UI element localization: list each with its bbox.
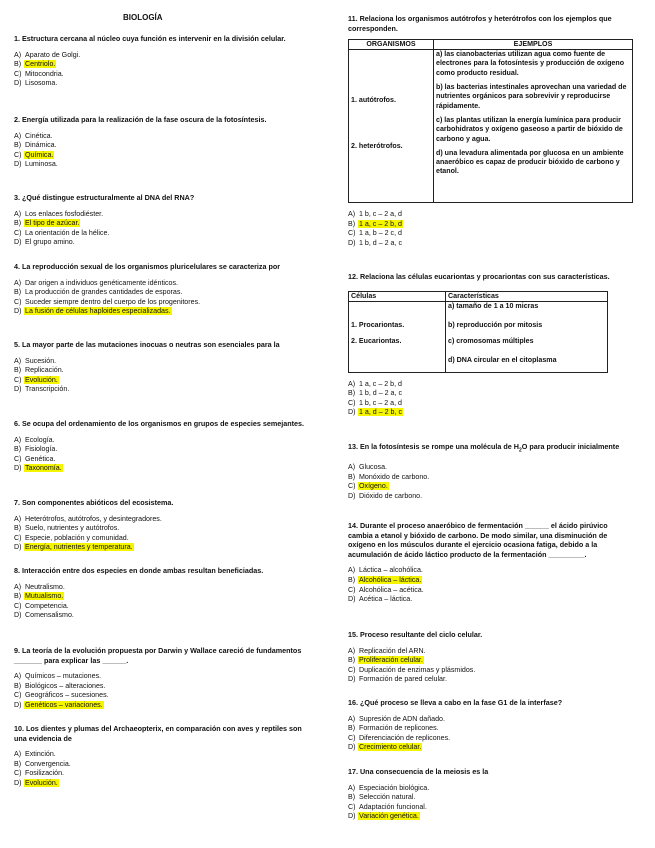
- option-letter: C): [14, 601, 22, 610]
- question-text: 16. ¿Qué proceso se lleva a cabo en la fase G1 de la interfase?: [348, 698, 563, 707]
- option-item: [14, 385, 314, 395]
- option-item: [14, 524, 314, 534]
- option-text: 1 a, b – 2 c, d: [359, 229, 402, 238]
- options-list: [348, 647, 633, 685]
- option-item: [14, 79, 314, 89]
- option-letter: C): [14, 375, 22, 384]
- question-text: 14. Durante el proceso anaeróbico de fermentación ______ el ácido pirúvico cambia a etanol y bióxido de carbono. De modo similar, una disminución de oxígeno en los músculos durante el ejercicio ocasiona fatiga, debido a la acumulación de ácido láctico producto de la fermentación _________.: [348, 521, 608, 559]
- option-text: Neutralismo.: [25, 582, 65, 591]
- option-text: Dar origen a individuos genéticamente idénticos.: [25, 278, 179, 287]
- option-text: Genética.: [25, 454, 56, 463]
- option-text: Química.: [25, 150, 54, 159]
- option-item: [14, 210, 314, 220]
- subscript: 2: [518, 447, 522, 454]
- option-text: Formación de replicones.: [359, 724, 439, 733]
- example-item: d) una levadura alimentada por glucosa en un ambiente anaeróbico es capaz de producir bióxido de carbono y etanol.: [436, 148, 624, 176]
- option-letter: B): [14, 592, 22, 601]
- option-text: Supresión de ADN dañado.: [359, 714, 445, 723]
- option-item: [348, 399, 633, 409]
- question-block: [14, 498, 314, 553]
- option-letter: A): [348, 783, 356, 792]
- option-item-highlighted: [348, 656, 633, 666]
- option-item: [14, 760, 314, 770]
- question-text: 9. La teoría de la evolución propuesta por Darwin y Wallace careció de fundamentos _______ para explicar las ______.: [14, 646, 302, 665]
- option-item-highlighted: [348, 482, 633, 492]
- question-text: 3. ¿Qué distingue estructuralmente al DNA del RNA?: [14, 193, 195, 202]
- option-text: Luminosa.: [25, 160, 58, 169]
- option-item: [348, 229, 633, 239]
- option-text: Monóxido de carbono.: [359, 472, 430, 481]
- option-letter: D): [348, 675, 356, 684]
- option-text: Fosilización.: [25, 769, 65, 778]
- options-list: [348, 566, 633, 604]
- option-text: Proliferación celular.: [359, 656, 423, 665]
- option-item-highlighted: [14, 779, 314, 789]
- option-item: [14, 229, 314, 239]
- option-item: [348, 595, 633, 605]
- char-item: a) tamaño de 1 a 10 micras: [448, 301, 539, 310]
- option-text: 1 a, c – 2 b, d: [359, 219, 402, 228]
- option-letter: D): [14, 238, 22, 247]
- char-item: d) DNA circular en el citoplasma: [448, 356, 557, 365]
- question-text: 17. Una consecuencia de la meiosis es la: [348, 767, 489, 776]
- option-letter: B): [14, 445, 22, 454]
- options-list: [348, 784, 633, 822]
- option-item-highlighted: [14, 307, 314, 317]
- option-item: [14, 279, 314, 289]
- options-list: [14, 279, 314, 317]
- option-text: Comensalismo.: [25, 611, 74, 620]
- option-text: Convergencia.: [25, 759, 71, 768]
- question-block: [348, 767, 633, 822]
- option-text: Replicación del ARN.: [359, 646, 426, 655]
- option-text: Sucesión.: [25, 356, 57, 365]
- options-list: [348, 210, 633, 248]
- option-item: [348, 784, 633, 794]
- option-text: Mitocondria.: [25, 69, 64, 78]
- organisms-cell: [349, 50, 434, 203]
- question-block: [14, 724, 314, 789]
- option-text: Fisiología.: [25, 445, 58, 454]
- question-text: [348, 442, 633, 456]
- option-text: 1 b, d – 2 a, c: [359, 238, 402, 247]
- option-item: [14, 298, 314, 308]
- option-item-highlighted: [14, 543, 314, 553]
- question-block: [348, 521, 633, 605]
- option-item: [14, 682, 314, 692]
- option-item: [348, 492, 633, 502]
- option-item: [348, 647, 633, 657]
- options-list: [348, 463, 633, 501]
- option-letter: D): [14, 307, 22, 316]
- option-item: [348, 239, 633, 249]
- cell-label: 1. Procariontas.: [351, 320, 405, 329]
- question-text: 2. Energía utilizada para la realización de la fase oscura de la fotosíntesis.: [14, 115, 267, 124]
- option-letter: D): [14, 79, 22, 88]
- options-list: [14, 210, 314, 248]
- option-letter: B): [348, 793, 356, 802]
- question-text: 6. Se ocupa del ordenamiento de los organismos en grupos de especies semejantes.: [14, 419, 304, 428]
- option-letter: C): [14, 150, 22, 159]
- option-letter: D): [348, 812, 356, 821]
- option-letter: D): [14, 160, 22, 169]
- option-text: Centriolo.: [25, 60, 56, 69]
- option-item: [14, 436, 314, 446]
- option-item-highlighted: [14, 376, 314, 386]
- option-text: Evolución.: [25, 375, 58, 384]
- option-item: [14, 238, 314, 248]
- option-letter: D): [348, 408, 356, 417]
- option-text: 1 b, d – 2 a, c: [359, 389, 402, 398]
- option-letter: A): [348, 714, 356, 723]
- option-item-highlighted: [348, 812, 633, 822]
- option-letter: C): [348, 802, 356, 811]
- option-item-highlighted: [348, 743, 633, 753]
- option-item: [14, 160, 314, 170]
- option-item: [14, 70, 314, 80]
- option-letter: D): [348, 743, 356, 752]
- option-item-highlighted: [14, 60, 314, 70]
- option-item-highlighted: [348, 576, 633, 586]
- question-text-part: O para producir inicialmente: [521, 442, 620, 451]
- option-letter: A): [14, 50, 22, 59]
- option-letter: D): [14, 611, 22, 620]
- option-letter: B): [14, 759, 22, 768]
- option-text: Diferenciación de replicones.: [359, 733, 451, 742]
- question-text: 12. Relaciona las células eucariontas y procariontas con sus características.: [348, 272, 610, 281]
- option-item: [348, 210, 633, 220]
- option-letter: B): [348, 389, 356, 398]
- option-item: [14, 672, 314, 682]
- option-text: El tipo de azúcar.: [25, 219, 80, 228]
- example-item: c) las plantas utilizan la energía lumínica para producir carbohidratos y oxígeno gaseoso a partir de bióxido de carbono y agua.: [436, 115, 623, 143]
- option-text: Variación genética.: [359, 812, 419, 821]
- question-block: [14, 262, 314, 317]
- options-list: [14, 51, 314, 89]
- question-text: 11. Relaciona los organismos autótrofos y heterótrofos con los ejemplos que corresponden.: [348, 14, 612, 33]
- option-item: [14, 515, 314, 525]
- question-block: [14, 419, 314, 474]
- option-letter: D): [348, 491, 356, 500]
- option-text: Heterótrofos, autótrofos, y desintegradores.: [25, 514, 162, 523]
- question-block: [348, 698, 633, 753]
- option-text: Lisosoma.: [25, 79, 58, 88]
- option-text: Geográficos – sucesiones.: [25, 691, 109, 700]
- option-item: [348, 734, 633, 744]
- question-block: [14, 193, 314, 248]
- option-item: [14, 455, 314, 465]
- options-list: [14, 357, 314, 395]
- option-letter: C): [14, 228, 22, 237]
- examples-cell: [434, 50, 633, 203]
- option-text: Biológicos – alteraciones.: [25, 681, 106, 690]
- option-text: Dinámica.: [25, 141, 57, 150]
- option-letter: B): [14, 366, 22, 375]
- option-text: Evolución.: [25, 778, 58, 787]
- option-letter: D): [348, 238, 356, 247]
- option-text: Competencia.: [25, 601, 69, 610]
- option-item: [14, 366, 314, 376]
- option-letter: C): [348, 585, 356, 594]
- option-text: La orientación de la hélice.: [25, 228, 110, 237]
- option-text: Cinética.: [25, 131, 53, 140]
- option-text: Genéticos – variaciones.: [25, 700, 103, 709]
- option-letter: A): [14, 356, 22, 365]
- option-item-highlighted: [14, 464, 314, 474]
- options-list: [348, 380, 633, 418]
- question-text: 15. Proceso resultante del ciclo celular.: [348, 630, 483, 639]
- option-text: Químicos – mutaciones.: [25, 672, 102, 681]
- organism-label: 1. autótrofos.: [351, 96, 396, 105]
- option-text: Alcohólica – acética.: [359, 585, 424, 594]
- cell-label: 2. Eucariontas.: [351, 336, 402, 345]
- option-letter: B): [348, 724, 356, 733]
- option-letter: B): [14, 219, 22, 228]
- option-letter: C): [14, 769, 22, 778]
- options-list: [14, 515, 314, 553]
- option-item: [348, 473, 633, 483]
- option-item: [14, 132, 314, 142]
- option-letter: C): [348, 665, 356, 674]
- option-letter: B): [348, 575, 356, 584]
- question-text: 1. Estructura cercana al núcleo cuya función es intervenir en la división celular.: [14, 34, 286, 43]
- option-text: Especiación biológica.: [359, 783, 430, 792]
- option-text: Replicación.: [25, 366, 64, 375]
- table-header: EJEMPLOS: [434, 40, 633, 50]
- question-block: [14, 340, 314, 395]
- example-item: a) las cianobacterias utilizan agua como fuente de electrones para la fotosíntesis y producción de oxígeno como producto residual.: [436, 50, 625, 77]
- option-text: Transcripción.: [25, 385, 70, 394]
- option-item: [14, 602, 314, 612]
- option-item-highlighted: [14, 592, 314, 602]
- option-item: [14, 288, 314, 298]
- option-letter: D): [14, 543, 22, 552]
- question-block: [14, 34, 314, 89]
- option-item-highlighted: [14, 219, 314, 229]
- option-text: Acética – láctica.: [359, 595, 413, 604]
- option-text: Selección natural.: [359, 793, 416, 802]
- option-text: Oxígeno.: [359, 482, 388, 491]
- option-text: Glucosa.: [359, 463, 387, 472]
- cells-labels: [349, 301, 446, 372]
- option-item: [14, 750, 314, 760]
- option-text: 1 a, c – 2 b, d: [359, 379, 402, 388]
- question-text: 5. La mayor parte de las mutaciones inocuas o neutras son esenciales para la: [14, 340, 280, 349]
- question-block-12: [348, 272, 633, 418]
- question-text: 10. Los dientes y plumas del Archaeopterix, en comparación con aves y reptiles son una evidencia de: [14, 724, 302, 743]
- option-text: La producción de grandes cantidades de esporas.: [25, 288, 183, 297]
- question-block: [14, 115, 314, 170]
- option-item: [348, 389, 633, 399]
- option-item: [14, 691, 314, 701]
- question-block-13: [348, 442, 633, 501]
- options-list: [14, 750, 314, 788]
- cells-table: [348, 291, 608, 373]
- chars-cell: [446, 301, 608, 372]
- option-letter: C): [14, 454, 22, 463]
- option-text: El grupo amino.: [25, 238, 75, 247]
- option-letter: B): [348, 656, 356, 665]
- option-item: [348, 675, 633, 685]
- option-item-highlighted: [14, 151, 314, 161]
- option-text: La fusión de células haploides especializadas.: [25, 307, 171, 316]
- options-list: [14, 583, 314, 621]
- option-item: [14, 445, 314, 455]
- char-item: c) cromosomas múltiples: [448, 337, 534, 345]
- option-letter: D): [14, 464, 22, 473]
- organisms-table: [348, 39, 633, 203]
- question-block: [14, 566, 314, 621]
- options-list: [14, 672, 314, 710]
- option-letter: A): [14, 582, 22, 591]
- option-text: Energía, nutrientes y temperatura.: [25, 543, 133, 552]
- option-text: Aparato de Golgi.: [25, 50, 81, 59]
- option-item-highlighted: [14, 701, 314, 711]
- option-item: [14, 769, 314, 779]
- option-text: Ecología.: [25, 435, 55, 444]
- option-letter: D): [14, 778, 22, 787]
- option-item: [14, 583, 314, 593]
- option-item-highlighted: [348, 408, 633, 418]
- option-letter: B): [348, 219, 356, 228]
- option-item: [14, 611, 314, 621]
- option-letter: A): [14, 131, 22, 140]
- options-list: [14, 436, 314, 474]
- option-text: Láctica – alcohólica.: [359, 566, 423, 575]
- option-text: Adaptación funcional.: [359, 802, 427, 811]
- page-title: BIOLOGÍA: [123, 13, 163, 22]
- question-block: [14, 646, 314, 711]
- option-text: Suceder siempre dentro del cuerpo de los progenitores.: [25, 297, 201, 306]
- option-letter: A): [348, 210, 356, 219]
- option-text: 1 a, d – 2 b, c: [359, 408, 402, 417]
- option-letter: A): [348, 646, 356, 655]
- option-text: Mutualismo.: [25, 592, 64, 601]
- option-letter: B): [14, 681, 22, 690]
- organism-label: 2. heterótrofos.: [351, 142, 403, 151]
- option-item: [348, 803, 633, 813]
- option-text: 1 b, c – 2 a, d: [359, 398, 402, 407]
- question-text-part: 13. En la fotosíntesis se rompe una molécula de H: [348, 442, 519, 451]
- option-text: Alcohólica – láctica.: [359, 575, 422, 584]
- option-letter: C): [348, 482, 356, 491]
- question-block-11: [348, 14, 633, 249]
- option-text: Crecimiento celular.: [359, 743, 422, 752]
- option-text: Duplicación de enzimas y plásmidos.: [359, 665, 476, 674]
- option-item-highlighted: [348, 220, 633, 230]
- option-item: [14, 534, 314, 544]
- question-text: 7. Son componentes abióticos del ecosistema.: [14, 498, 174, 507]
- option-item: [348, 463, 633, 473]
- option-letter: A): [14, 209, 22, 218]
- option-letter: C): [348, 398, 356, 407]
- option-letter: B): [348, 472, 356, 481]
- option-letter: B): [14, 524, 22, 533]
- table-header: Características: [446, 291, 608, 301]
- option-letter: A): [348, 379, 356, 388]
- char-item: b) reproducción por mitosis: [448, 320, 543, 329]
- question-block: [348, 630, 633, 685]
- option-letter: C): [14, 69, 22, 78]
- option-item: [348, 715, 633, 725]
- table-header: Células: [349, 291, 446, 301]
- option-item: [348, 566, 633, 576]
- option-letter: B): [14, 141, 22, 150]
- option-item: [14, 141, 314, 151]
- option-letter: A): [14, 750, 22, 759]
- question-text: 8. Interacción entre dos especies en donde ambas resultan beneficiadas.: [14, 566, 264, 575]
- option-item: [348, 380, 633, 390]
- option-text: Extinción.: [25, 750, 56, 759]
- option-item: [14, 51, 314, 61]
- option-letter: C): [348, 733, 356, 742]
- option-text: Los enlaces fosfodiéster.: [25, 209, 104, 218]
- option-letter: D): [14, 700, 22, 709]
- option-text: Dióxido de carbono.: [359, 491, 423, 500]
- option-item: [14, 357, 314, 367]
- option-letter: A): [348, 566, 356, 575]
- option-letter: C): [14, 297, 22, 306]
- options-list: [348, 715, 633, 753]
- option-letter: D): [348, 595, 356, 604]
- option-letter: A): [14, 278, 22, 287]
- option-letter: C): [14, 533, 22, 542]
- option-item: [348, 793, 633, 803]
- option-letter: A): [14, 672, 22, 681]
- option-text: Especie, población y comunidad.: [25, 533, 129, 542]
- option-text: 1 b, c – 2 a, d: [359, 210, 402, 219]
- table-header: ORGANISMOS: [349, 40, 434, 50]
- option-letter: B): [14, 288, 22, 297]
- option-letter: B): [14, 60, 22, 69]
- option-letter: C): [14, 691, 22, 700]
- example-item: b) las bacterias intestinales aprovechan una variedad de nutrientes orgánicos para sobrevivir y reproducirse rápidamente.: [436, 83, 627, 110]
- option-item: [348, 586, 633, 596]
- option-item: [348, 724, 633, 734]
- option-item: [348, 666, 633, 676]
- option-text: Suelo, nutrientes y autótrofos.: [25, 524, 120, 533]
- option-text: Taxonomía.: [25, 464, 62, 473]
- question-text: 4. La reproducción sexual de los organismos pluricelulares se caracteriza por: [14, 262, 281, 271]
- option-letter: A): [348, 463, 356, 472]
- option-letter: A): [14, 514, 22, 523]
- option-letter: A): [14, 435, 22, 444]
- option-letter: D): [14, 385, 22, 394]
- option-text: Formación de pared celular.: [359, 675, 447, 684]
- options-list: [14, 132, 314, 170]
- option-letter: C): [348, 229, 356, 238]
